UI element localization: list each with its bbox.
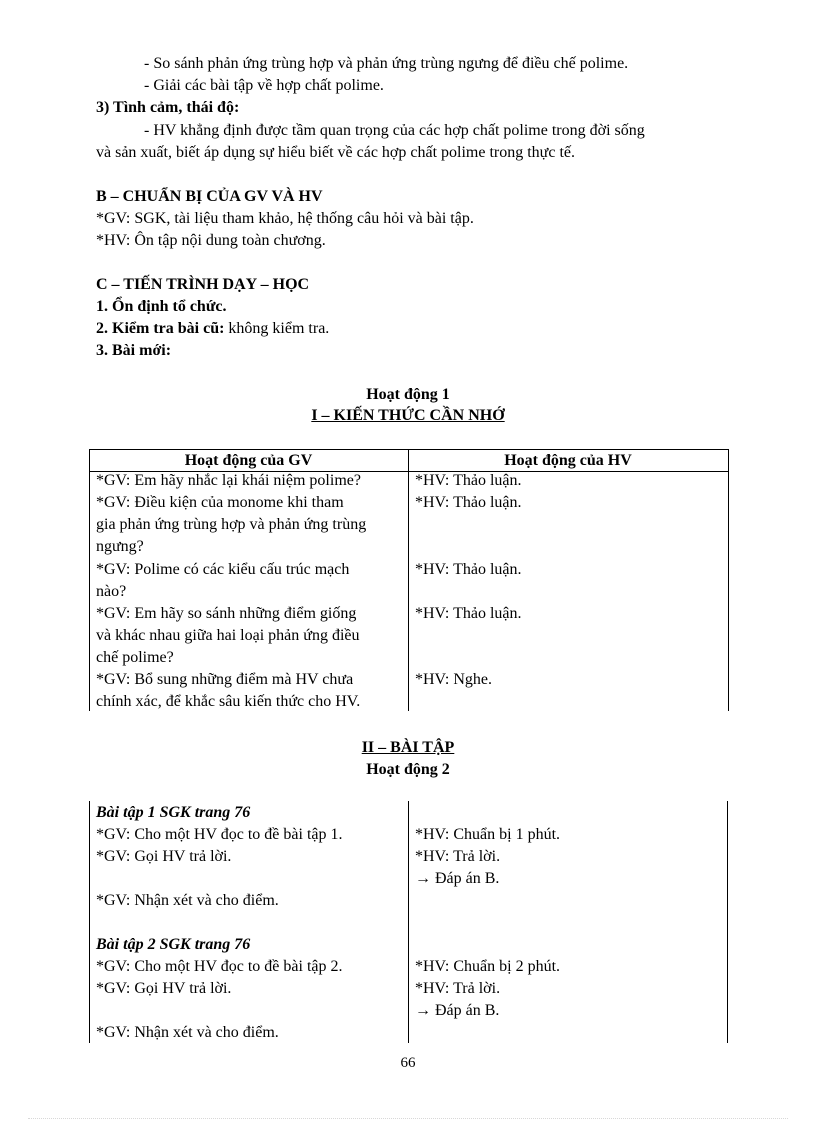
exercise-2-gv-call: *GV: Gọi HV trả lời.	[96, 980, 232, 997]
section-2-title	[0, 738, 816, 758]
table-row-1-hv: *HV: Thảo luận.	[415, 472, 522, 489]
attitude-line-1: - HV khẳng định được tầm quan trọng của các hợp chất polime trong đời sống	[144, 122, 645, 139]
table-row-3-gv: *GV: Polime có các kiểu cấu trúc mạch nào?	[96, 561, 350, 600]
exercise-1-gv-grade: *GV: Nhận xét và cho điểm.	[96, 892, 279, 909]
table-row-5-gv: *GV: Bổ sung những điểm mà HV chưa chính xác, để khắc sâu kiến thức cho HV.	[96, 671, 361, 710]
exercise-1-hv-answer: *HV: Trả lời.	[415, 848, 501, 865]
exercise-1-hv-prep: *HV: Chuẩn bị 1 phút.	[415, 826, 561, 843]
step-1: 1. Ổn định tổ chức.	[96, 298, 227, 315]
exercise-2-title: Bài tập 2 SGK trang 76	[96, 936, 251, 953]
table-row-4-hv: *HV: Thảo luận.	[415, 605, 522, 622]
step-3: 3. Bài mới:	[96, 342, 172, 359]
activity-1-title	[0, 406, 816, 426]
column-header-gv: Hoạt động của GV	[184, 452, 313, 469]
page-bottom-rule	[28, 1118, 788, 1119]
table-row-4-gv: *GV: Em hãy so sánh những điểm giống và khác nhau giữa hai loại phản ứng điều chế polime?	[96, 605, 360, 666]
table-row-5-hv: *HV: Nghe.	[415, 671, 493, 688]
objective-line-2: - Giải các bài tập về hợp chất polime.	[144, 77, 384, 94]
exercise-2-answer	[415, 1001, 499, 1021]
exercise-2-answer-text: Đáp án B.	[435, 1002, 500, 1019]
exercise-1-answer	[415, 869, 499, 889]
step-2	[96, 319, 329, 339]
table-row-3-hv: *HV: Thảo luận.	[415, 561, 522, 578]
table-row-2-hv: *HV: Thảo luận.	[415, 494, 522, 511]
exercise-2-gv-read: *GV: Cho một HV đọc to đề bài tập 2.	[96, 958, 343, 975]
attitude-line-2: và sản xuất, biết áp dụng sự hiểu biết về các hợp chất polime trong thực tế.	[96, 144, 575, 161]
exercise-2-hv-answer: *HV: Trả lời.	[415, 980, 501, 997]
section-c-title: C – TIẾN TRÌNH DẠY – HỌC	[96, 276, 310, 293]
exercise-table-left-border	[89, 801, 90, 1043]
section-b-title: B – CHUẨN BỊ CỦA GV VÀ HV	[96, 188, 323, 205]
table-column-divider	[408, 449, 409, 711]
column-header-hv: Hoạt động của HV	[504, 452, 632, 469]
table-row-2-gv: *GV: Điều kiện của monome khi tham gia phản ứng trùng hợp và phản ứng trùng ngưng?	[96, 494, 367, 555]
prep-gv: *GV: SGK, tài liệu tham khảo, hệ thống câu hỏi và bài tập.	[96, 210, 474, 227]
objective-line-1: - So sánh phản ứng trùng hợp và phản ứng trùng ngưng để điều chế polime.	[144, 55, 629, 72]
exercise-1-gv-read: *GV: Cho một HV đọc to đề bài tập 1.	[96, 826, 343, 843]
exercise-1-title: Bài tập 1 SGK trang 76	[96, 804, 251, 821]
exercise-2-gv-grade: *GV: Nhận xét và cho điểm.	[96, 1024, 279, 1041]
table-top-border	[89, 449, 729, 450]
exercise-table-right-border	[727, 801, 728, 1043]
table-row-1-gv: *GV: Em hãy nhắc lại khái niệm polime?	[96, 472, 361, 489]
activity-1-label: Hoạt động 1	[366, 386, 450, 403]
activity-2-label: Hoạt động 2	[366, 761, 450, 778]
step-2-label: 2. Kiểm tra bài cũ:	[96, 320, 225, 337]
exercise-2-hv-prep: *HV: Chuẩn bị 2 phút.	[415, 958, 561, 975]
section-2-title-text: II – BÀI TẬP	[361, 739, 455, 756]
exercise-1-answer-text: Đáp án B.	[435, 870, 500, 887]
arrow-right-icon: →	[415, 870, 431, 887]
step-2-value: không kiểm tra.	[224, 320, 330, 337]
arrow-right-icon: →	[415, 1002, 431, 1019]
attitude-heading: 3) Tình cảm, thái độ:	[96, 99, 240, 116]
exercise-table-column-divider	[408, 801, 409, 1043]
activity-1-title-text: I – KIẾN THỨC CẦN NHỚ	[311, 407, 505, 424]
exercise-1-gv-call: *GV: Gọi HV trả lời.	[96, 848, 232, 865]
page-number: 66	[400, 1055, 416, 1071]
prep-hv: *HV: Ôn tập nội dung toàn chương.	[96, 232, 326, 249]
